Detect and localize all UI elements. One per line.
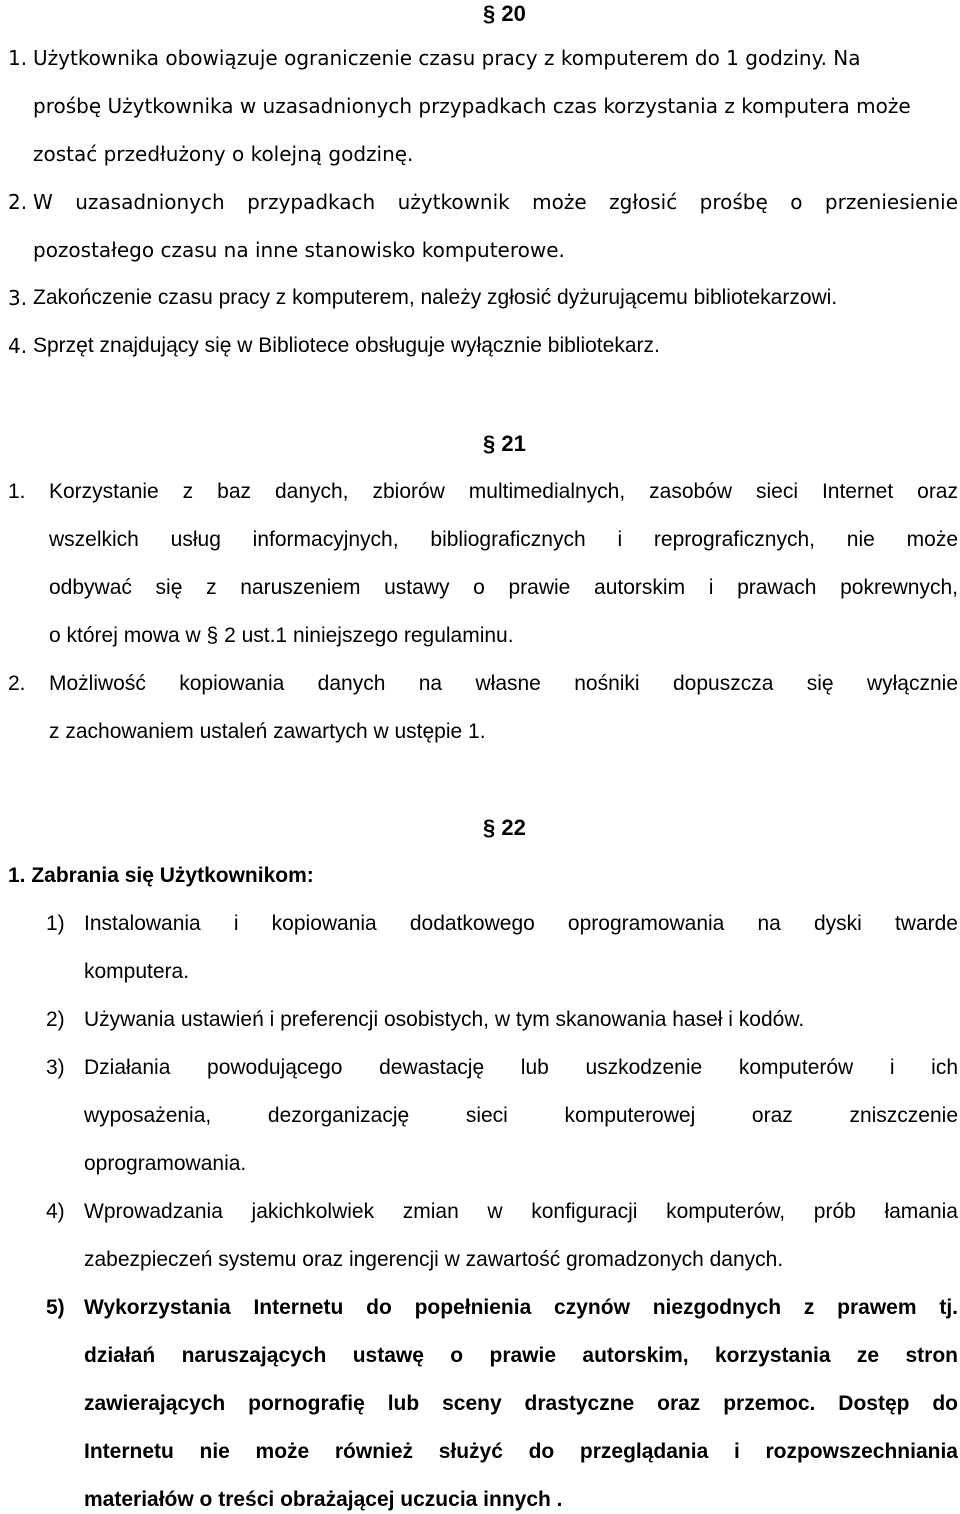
s20-p3-line1: Zakończenie czasu pracy z komputerem, należy zgłosić dyżurującemu bibliotekarzowi.	[33, 286, 838, 309]
s21-p2-line1: Możliwość kopiowania danych na własne nośniki dopuszcza się wyłącznie	[49, 672, 958, 695]
s22-item1-num: 1)	[46, 912, 65, 935]
s22-item1-line1: Instalowania i kopiowania dodatkowego oprogramowania na dyski twarde	[84, 912, 958, 935]
s22-item2-line1: Używania ustawień i preferencji osobistych, w tym skanowania haseł i kodów.	[84, 1008, 805, 1031]
s22-item1-line2: komputera.	[84, 960, 190, 983]
s22-item5-line5: materiałów o treści obrażającej uczucia innych .	[84, 1488, 563, 1511]
section-20-heading: § 20	[483, 1, 526, 26]
s20-p1-line2: prośbę Użytkownika w uzasadnionych przypadkach czas korzystania z komputera może	[33, 94, 911, 118]
s20-p3-num: 3.	[8, 286, 28, 310]
s21-p1-line2: wszelkich usług informacyjnych, bibliograficznych i reprograficznych, nie może	[49, 528, 958, 551]
s22-item2-num: 2)	[46, 1008, 65, 1031]
s20-p2-num: 2.	[8, 190, 28, 214]
s22-item5-line4: Internetu nie może również służyć do przeglądania i rozpowszechniania	[84, 1440, 958, 1463]
s22-item3-line3: oprogramowania.	[84, 1152, 247, 1175]
s22-item5-line1: Wykorzystania Internetu do popełnienia czynów niezgodnych z prawem tj.	[84, 1296, 958, 1319]
s22-item5-line3: zawierających pornografię lub sceny drastyczne oraz przemoc. Dostęp do	[84, 1392, 958, 1415]
s22-item3-line2: wyposażenia, dezorganizację sieci komputerowej oraz zniszczenie	[84, 1104, 958, 1127]
s21-p1-line4: o której mowa w § 2 ust.1 niniejszego regulaminu.	[49, 624, 514, 647]
s20-p4-num: 4.	[8, 334, 28, 358]
s20-p1-line1: Użytkownika obowiązuje ograniczenie czasu pracy z komputerem do 1 godziny. Na	[33, 46, 861, 70]
s21-p2-num: 2.	[8, 672, 26, 695]
s22-item3-num: 3)	[46, 1056, 65, 1079]
s20-p1-num: 1.	[8, 46, 28, 70]
s22-item5-num: 5)	[46, 1296, 65, 1319]
s22-item4-num: 4)	[46, 1200, 65, 1223]
section-22-heading: § 22	[483, 815, 526, 840]
s22-p1-label: 1. Zabrania się Użytkownikom:	[8, 864, 314, 887]
s22-item4-line1: Wprowadzania jakichkolwiek zmian w konfiguracji komputerów, prób łamania	[84, 1200, 958, 1223]
s20-p2-line2: pozostałego czasu na inne stanowisko komputerowe.	[33, 238, 565, 262]
s22-item4-line2: zabezpieczeń systemu oraz ingerencji w zawartość gromadzonych danych.	[84, 1248, 784, 1271]
s21-p1-line3: odbywać się z naruszeniem ustawy o prawie autorskim i prawach pokrewnych,	[49, 576, 958, 599]
s22-item3-line1: Działania powodującego dewastację lub uszkodzenie komputerów i ich	[84, 1056, 958, 1079]
s20-p2-line1: W uzasadnionych przypadkach użytkownik może zgłosić prośbę o przeniesienie	[33, 190, 958, 214]
section-21-heading: § 21	[483, 431, 526, 456]
s20-p4-line1: Sprzęt znajdujący się w Bibliotece obsługuje wyłącznie bibliotekarz.	[33, 334, 660, 357]
s22-item5-line2: działań naruszających ustawę o prawie autorskim, korzystania ze stron	[84, 1344, 958, 1367]
s20-p1-line3: zostać przedłużony o kolejną godzinę.	[33, 142, 414, 166]
s21-p2-line2: z zachowaniem ustaleń zawartych w ustępie 1.	[49, 720, 486, 743]
s21-p1-line1: Korzystanie z baz danych, zbiorów multimedialnych, zasobów sieci Internet oraz	[49, 480, 958, 503]
s21-p1-num: 1.	[8, 480, 26, 503]
